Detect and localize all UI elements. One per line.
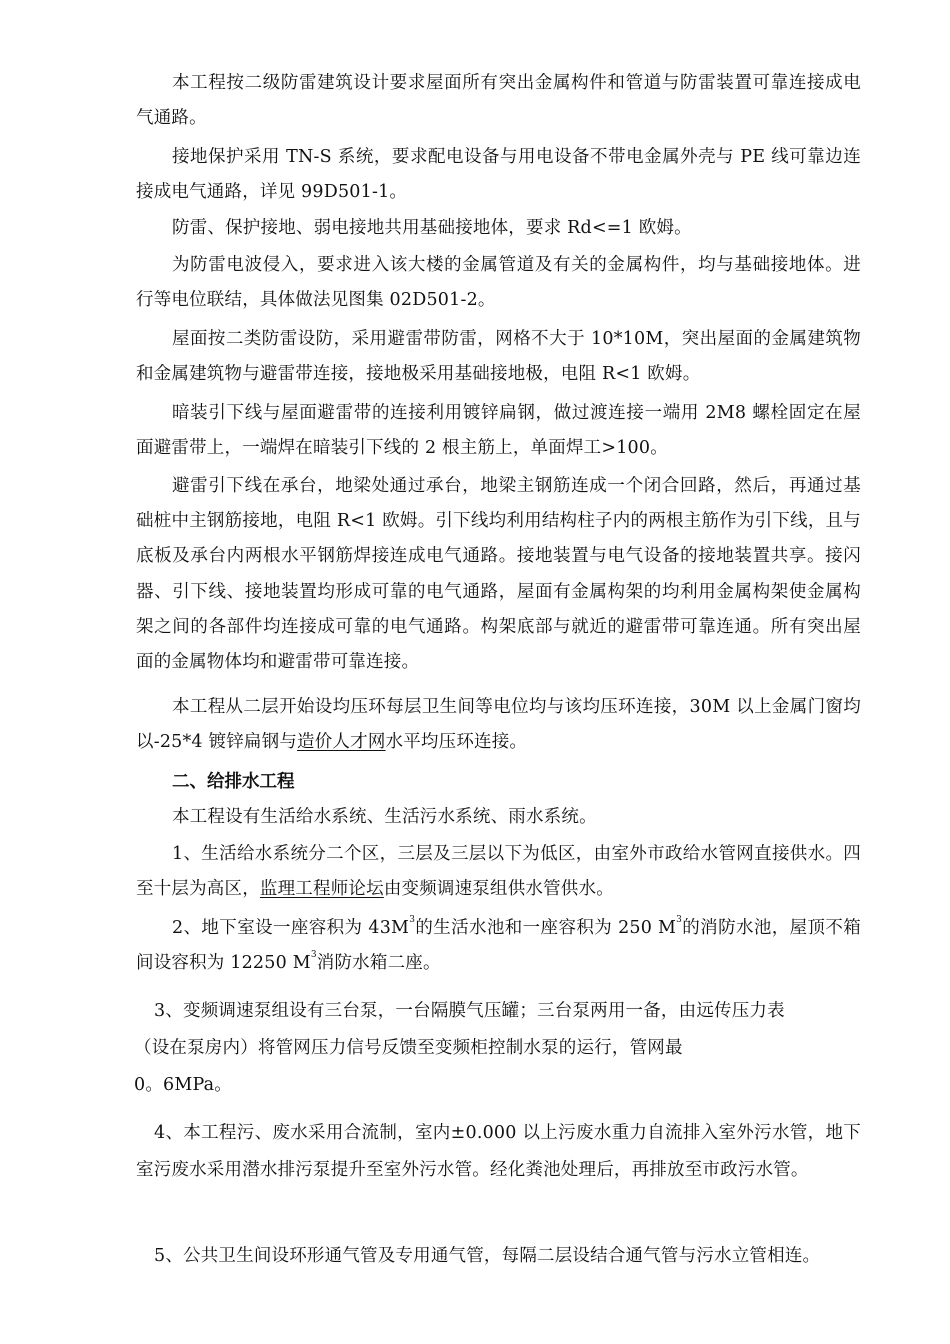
superscript: 3 — [409, 915, 416, 926]
pump-group-line-1: 3、变频调速泵组设有三台泵，一台隔膜气压罐；三台泵两用一备，由远传压力表 — [154, 1001, 785, 1021]
water-tanks-text-d: 消防水箱二座。 — [316, 953, 441, 974]
paragraph-equalizing-ring — [136, 690, 861, 760]
paragraph-water-tanks — [136, 911, 861, 981]
pump-group-line-3: 0。6MPa。 — [134, 1075, 233, 1095]
link-supervisor-forum[interactable]: 监理工程师论坛 — [259, 879, 384, 900]
water-zones-text-a: 1、生活给水系统分二个区，三层及三层以下为低区，由室外市政给水管网直接供水。四至十层为高区， — [136, 844, 861, 900]
equalizing-ring-text-b: 水平均压环连接。 — [385, 732, 528, 753]
water-tanks-text-b: 的生活水池和一座容积为 250 M — [415, 918, 677, 938]
section-heading-water: 二、给排水工程 — [172, 772, 295, 792]
water-tanks-text-c: 的消防水池，屋顶不箱间设容积为 12250 M — [136, 918, 862, 974]
water-zones-text-b: 由变频调速泵组供水管供水。 — [383, 879, 614, 900]
pump-group-line-2: （设在泵房内）将管网压力信号反馈至变频柜控制水泵的运行，管网最 — [134, 1038, 683, 1058]
paragraph-common-grounding: 防雷、保护接地、弱电接地共用基础接地体，要求 Rd<=1 欧姆。 — [172, 218, 692, 238]
equalizing-ring-text-a: 本工程从二层开始设均压环每层卫生间等电位均与该均压环连接，30M 以上金属门窗均以-25*4 镀锌扁钢与 — [136, 697, 861, 753]
paragraph-water-systems: 本工程设有生活给水系统、生活污水系统、雨水系统。 — [172, 807, 597, 827]
paragraph-lightning-design: 本工程按二级防雷建筑设计要求屋面所有突出金属构件和管道与防雷装置可靠连接成电气通路。 — [136, 73, 861, 129]
paragraph-down-conductor: 暗装引下线与屋面避雷带的连接利用镀锌扁钢，做过渡连接一端用 2M8 螺栓固定在屋面避雷带上，一端焊在暗装引下线的 2 根主筋上，单面焊工>100。 — [136, 403, 861, 459]
paragraph-vent-pipes: 5、公共卫生间设环形通气管及专用通气管，每隔二层设结合通气管与污水立管相连。 — [154, 1246, 821, 1266]
superscript: 3 — [310, 950, 317, 961]
paragraph-pump-group — [136, 993, 861, 1104]
water-tanks-text-a: 2、地下室设一座容积为 43M — [172, 918, 410, 938]
paragraph-roof-protection: 屋面按二类防雷设防，采用避雷带防雷，网格不大于 10*10M，突出屋面的金属建筑物和金属建筑物与避雷带连接，接地极采用基础接地极，电阻 R<1 欧姆。 — [136, 329, 861, 385]
paragraph-grounding-protection: 接地保护采用 TN-S 系统，要求配电设备与用电设备不带电金属外壳与 PE 线可靠边连接成电气通路，详见 99D501-1。 — [136, 147, 861, 203]
paragraph-water-zones — [136, 837, 861, 907]
link-cost-talent[interactable]: 造价人才网 — [297, 732, 386, 753]
paragraph-lightning-wave: 为防雷电波侵入，要求进入该大楼的金属管道及有关的金属构件，均与基础接地体。进行等电位联结，具体做法见图集 02D501-2。 — [136, 255, 861, 311]
paragraph-grounding-loop: 避雷引下线在承台，地梁处通过承台，地梁主钢筋连成一个闭合回路，然后，再通过基础桩中主钢筋接地，电阻 R<1 欧姆。引下线均利用结构柱子内的两根主筋作为引下线，且与底板及承台内两根水平钢筋焊接连成电气通路。接地装置与电气设备的接地装置共享。接闪器、引下线、接地装置均形成可靠的电气通路，屋面有金属构架的均利用金属构架使金属构架之间的各部件均连接成可靠的电气通路。构架底部与就近的避雷带可靠连通。所有突出屋面的金属物体均和避雷带可靠连接。 — [136, 476, 861, 673]
superscript: 3 — [676, 915, 683, 926]
paragraph-drainage: 4、本工程污、废水采用合流制，室内±0.000 以上污废水重力自流排入室外污水管，地下室污废水采用潜水排污泵提升至室外污水管。经化粪池处理后，再排放至市政污水管。 — [136, 1123, 861, 1180]
